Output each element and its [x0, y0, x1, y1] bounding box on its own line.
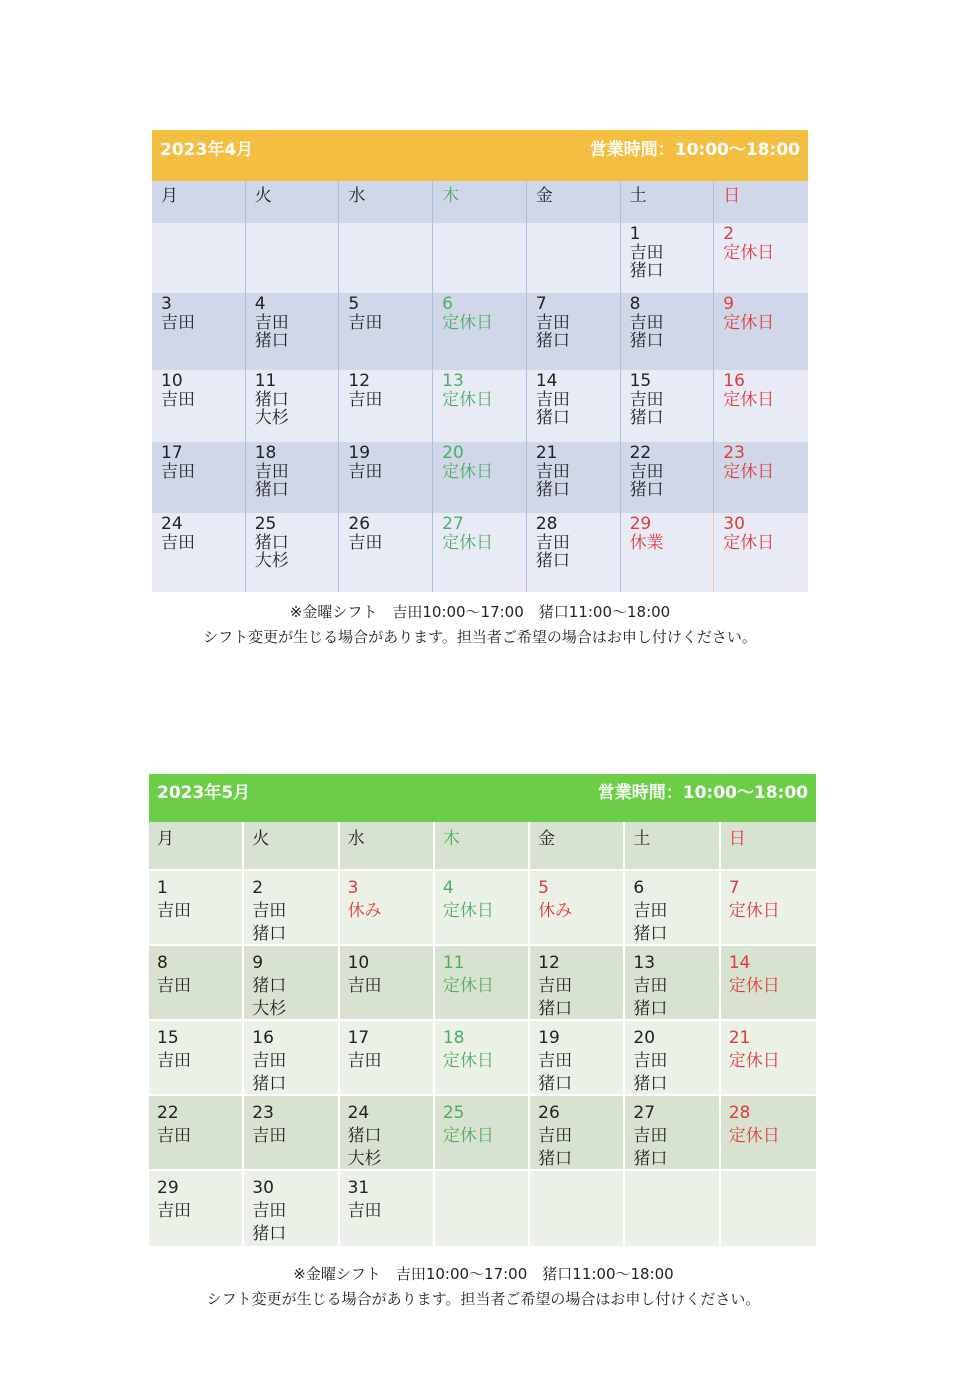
may-day-cell [625, 1171, 720, 1246]
staff-entry: 猪口 [629, 408, 664, 428]
april-day-cell [246, 442, 340, 513]
may-weekday-header [530, 822, 625, 871]
day-number: 16 [252, 1028, 274, 1048]
may-change-note: シフト変更が生じる場合があります。担当者ご希望の場合はお申し付けください。 [206, 1290, 761, 1308]
april-day-cell [339, 223, 433, 293]
may-day-cell [149, 1021, 244, 1096]
staff-entry: 定休日 [442, 1126, 494, 1146]
staff-entry: 吉田 [157, 1051, 191, 1071]
staff-entry: 定休日 [723, 461, 775, 482]
staff-entry: 吉田 [347, 976, 382, 996]
may-grid [149, 822, 816, 1246]
day-number: 5 [538, 878, 549, 898]
april-day-cell [621, 293, 715, 370]
may-day-cell [435, 871, 530, 946]
may-day-cell [721, 1096, 816, 1171]
staff-entry: 吉田 [252, 1051, 287, 1071]
staff-entry: 定休日 [728, 901, 780, 921]
april-day-cell [714, 442, 808, 513]
may-day-cell [530, 1021, 625, 1096]
may-day-cell [435, 1021, 530, 1096]
may-day-cell [721, 1021, 816, 1096]
staff-entry: 定休日 [723, 312, 775, 333]
day-number: 8 [629, 294, 641, 314]
staff-entry: 定休日 [723, 532, 775, 553]
day-number: 14 [535, 371, 558, 391]
staff-entry: 吉田 [629, 461, 664, 482]
staff-entry: 猪口 [629, 480, 664, 500]
weekday-label: 木 [442, 186, 460, 206]
day-number: 27 [633, 1103, 656, 1123]
day-number: 12 [538, 953, 560, 973]
staff-entry: 猪口 [535, 551, 570, 571]
day-number: 13 [442, 371, 464, 391]
day-number: 2 [723, 224, 735, 244]
day-number: 29 [157, 1178, 179, 1198]
day-number: 21 [728, 1028, 751, 1048]
day-number: 17 [161, 443, 183, 463]
staff-entry: 猪口 [254, 389, 289, 410]
day-number: 20 [442, 443, 464, 463]
day-number: 12 [348, 371, 371, 391]
may-day-cell [340, 1096, 435, 1171]
may-day-cell [149, 871, 244, 946]
day-number: 6 [442, 294, 453, 314]
may-day-cell [340, 1171, 435, 1246]
april-shift-note: ※金曜シフト 吉田10:00～17:00 猪口11:00～18:00 [289, 603, 671, 621]
may-day-cell [721, 1171, 816, 1246]
april-day-cell [339, 513, 433, 592]
day-number: 19 [348, 443, 371, 463]
april-grid [152, 181, 808, 592]
day-number: 22 [157, 1103, 179, 1123]
may-day-cell [721, 946, 816, 1021]
april-day-cell [527, 513, 621, 592]
weekday-label: 土 [633, 829, 651, 849]
day-number: 25 [254, 514, 277, 534]
may-day-cell [625, 1096, 720, 1171]
day-number: 2 [252, 878, 264, 898]
april-day-cell [246, 293, 340, 370]
staff-entry: 吉田 [538, 976, 573, 996]
day-number: 15 [629, 371, 652, 391]
staff-entry: 猪口 [252, 1224, 287, 1244]
staff-entry: 吉田 [535, 532, 570, 553]
day-number: 1 [157, 878, 168, 898]
day-number: 28 [535, 514, 558, 534]
day-number: 27 [442, 514, 464, 534]
staff-entry: 吉田 [538, 1051, 573, 1071]
staff-entry: 吉田 [535, 312, 570, 333]
april-day-cell [152, 293, 246, 370]
staff-entry: 猪口 [535, 408, 570, 428]
may-day-cell [244, 946, 339, 1021]
staff-entry: 吉田 [161, 389, 195, 410]
day-number: 11 [442, 953, 465, 973]
day-number: 31 [347, 1178, 370, 1198]
staff-entry: 猪口 [535, 331, 570, 351]
staff-entry: 吉田 [535, 389, 570, 410]
day-number: 23 [252, 1103, 274, 1123]
april-calendar [152, 130, 808, 592]
staff-entry: 吉田 [633, 1051, 668, 1071]
may-day-cell [625, 1021, 720, 1096]
may-shift-note: ※金曜シフト 吉田10:00～17:00 猪口11:00～18:00 [293, 1265, 674, 1283]
staff-entry: 吉田 [157, 1201, 191, 1221]
may-day-cell [149, 946, 244, 1021]
april-day-cell [433, 223, 527, 293]
weekday-label: 金 [535, 186, 553, 206]
april-day-cell [527, 370, 621, 442]
day-number: 14 [728, 953, 751, 973]
may-day-cell [340, 946, 435, 1021]
april-business-hours: 営業時間：10:00～18:00 [589, 140, 800, 160]
day-number: 5 [348, 294, 360, 314]
staff-entry: 猪口 [633, 999, 668, 1019]
day-number: 8 [157, 953, 168, 973]
may-weekday-header [435, 822, 530, 871]
staff-entry: 猪口 [252, 924, 287, 944]
day-number: 18 [254, 443, 277, 463]
staff-entry: 定休日 [723, 242, 775, 263]
staff-entry: 吉田 [252, 901, 287, 921]
april-day-cell [433, 513, 527, 592]
staff-entry: 吉田 [348, 532, 383, 553]
staff-entry: 猪口 [629, 261, 664, 281]
staff-entry: 吉田 [347, 1051, 382, 1071]
staff-entry: 定休日 [442, 312, 494, 333]
day-number: 24 [161, 514, 183, 534]
weekday-label: 月 [161, 186, 178, 206]
may-day-cell [435, 1096, 530, 1171]
april-day-cell [621, 223, 715, 293]
weekday-label: 火 [252, 829, 270, 849]
april-day-cell [527, 223, 621, 293]
staff-entry: 吉田 [161, 461, 195, 482]
staff-entry: 定休日 [723, 389, 775, 410]
staff-entry: 定休日 [728, 1126, 780, 1146]
april-day-cell [152, 370, 246, 442]
staff-entry: 吉田 [629, 242, 664, 263]
april-month-title: 2023年4月 [160, 140, 254, 160]
day-number: 30 [723, 514, 745, 534]
staff-entry: 吉田 [347, 1201, 382, 1221]
may-day-cell [244, 1171, 339, 1246]
day-number: 3 [347, 878, 359, 898]
may-day-cell [244, 1096, 339, 1171]
staff-entry: 猪口 [538, 999, 573, 1019]
may-weekday-header [340, 822, 435, 871]
may-weekday-header [721, 822, 816, 871]
april-weekday-header [339, 181, 433, 223]
may-day-cell [721, 871, 816, 946]
day-number: 10 [161, 371, 183, 391]
april-day-cell [714, 513, 808, 592]
staff-entry: 吉田 [254, 461, 289, 482]
staff-entry: 吉田 [161, 532, 195, 553]
staff-entry: 猪口 [538, 1074, 573, 1094]
staff-entry: 猪口 [535, 480, 570, 500]
may-day-cell [244, 1021, 339, 1096]
may-day-cell [340, 1021, 435, 1096]
may-day-cell [244, 871, 339, 946]
may-header [149, 774, 816, 822]
april-day-cell [246, 513, 340, 592]
april-header [152, 130, 808, 181]
staff-entry: 大杉 [252, 999, 287, 1019]
day-number: 17 [347, 1028, 370, 1048]
staff-entry: 吉田 [629, 312, 664, 333]
staff-entry: 吉田 [633, 1126, 668, 1146]
staff-entry: 吉田 [633, 901, 668, 921]
may-day-cell [625, 946, 720, 1021]
staff-entry: 定休日 [442, 1051, 494, 1071]
staff-entry: 休業 [629, 532, 664, 553]
april-day-cell [714, 370, 808, 442]
may-note [150, 1262, 817, 1312]
staff-entry: 大杉 [347, 1149, 382, 1169]
day-number: 9 [252, 953, 264, 973]
staff-entry: 吉田 [252, 1201, 287, 1221]
day-number: 26 [348, 514, 371, 534]
april-day-cell [152, 223, 246, 293]
april-day-cell [433, 293, 527, 370]
staff-entry: 休み [347, 901, 382, 921]
day-number: 4 [442, 878, 454, 898]
day-number: 4 [254, 294, 266, 314]
april-day-cell [621, 370, 715, 442]
may-day-cell [530, 1171, 625, 1246]
april-day-cell [152, 513, 246, 592]
day-number: 19 [538, 1028, 560, 1048]
staff-entry: 吉田 [348, 389, 383, 410]
day-number: 10 [347, 953, 370, 973]
april-day-cell [152, 442, 246, 513]
staff-entry: 定休日 [728, 1051, 780, 1071]
day-number: 9 [723, 294, 735, 314]
april-change-note: シフト変更が生じる場合があります。担当者ご希望の場合はお申し付けください。 [203, 628, 757, 646]
day-number: 7 [728, 878, 740, 898]
may-business-hours: 営業時間：10:00～18:00 [597, 783, 808, 803]
staff-entry: 吉田 [252, 1126, 287, 1146]
april-day-cell [246, 370, 340, 442]
staff-entry: 大杉 [254, 551, 289, 571]
day-number: 28 [728, 1103, 751, 1123]
may-weekday-header [244, 822, 339, 871]
staff-entry: 吉田 [629, 389, 664, 410]
day-number: 15 [157, 1028, 179, 1048]
staff-entry: 猪口 [538, 1149, 573, 1169]
april-note [150, 600, 810, 650]
may-weekday-header [149, 822, 244, 871]
day-number: 30 [252, 1178, 274, 1198]
april-day-cell [246, 223, 340, 293]
staff-entry: 吉田 [348, 461, 383, 482]
may-day-cell [149, 1171, 244, 1246]
day-number: 11 [254, 371, 277, 391]
day-number: 13 [633, 953, 656, 973]
day-number: 6 [633, 878, 645, 898]
weekday-label: 月 [157, 829, 174, 849]
staff-entry: 大杉 [254, 408, 289, 428]
april-day-cell [621, 513, 715, 592]
staff-entry: 吉田 [157, 1126, 191, 1146]
april-day-cell [433, 370, 527, 442]
may-day-cell [435, 1171, 530, 1246]
staff-entry: 猪口 [254, 532, 289, 553]
april-day-cell [339, 370, 433, 442]
day-number: 25 [442, 1103, 465, 1123]
april-weekday-header [714, 181, 808, 223]
staff-entry: 定休日 [442, 461, 494, 482]
weekday-label: 水 [347, 829, 365, 849]
staff-entry: 休み [538, 901, 573, 921]
day-number: 3 [161, 294, 172, 314]
may-month-title: 2023年5月 [157, 783, 251, 803]
day-number: 21 [535, 443, 558, 463]
may-day-cell [530, 946, 625, 1021]
may-day-cell [530, 871, 625, 946]
staff-entry: 吉田 [535, 461, 570, 482]
may-day-cell [625, 871, 720, 946]
staff-entry: 吉田 [348, 312, 383, 333]
april-day-cell [621, 442, 715, 513]
april-day-cell [339, 442, 433, 513]
april-weekday-header [433, 181, 527, 223]
weekday-label: 火 [254, 186, 272, 206]
staff-entry: 吉田 [157, 901, 191, 921]
staff-entry: 猪口 [252, 1074, 287, 1094]
staff-entry: 吉田 [254, 312, 289, 333]
staff-entry: 猪口 [254, 480, 289, 500]
staff-entry: 猪口 [629, 331, 664, 351]
april-weekday-header [246, 181, 340, 223]
april-day-cell [527, 442, 621, 513]
day-number: 18 [442, 1028, 465, 1048]
day-number: 1 [629, 224, 641, 244]
april-day-cell [339, 293, 433, 370]
staff-entry: 定休日 [442, 901, 494, 921]
day-number: 24 [347, 1103, 370, 1123]
staff-entry: 猪口 [633, 924, 668, 944]
staff-entry: 猪口 [254, 331, 289, 351]
day-number: 16 [723, 371, 745, 391]
staff-entry: 定休日 [442, 532, 494, 553]
staff-entry: 吉田 [538, 1126, 573, 1146]
day-number: 22 [629, 443, 652, 463]
staff-entry: 猪口 [347, 1126, 382, 1146]
may-day-cell [149, 1096, 244, 1171]
day-number: 20 [633, 1028, 656, 1048]
april-day-cell [714, 223, 808, 293]
day-number: 7 [535, 294, 547, 314]
april-day-cell [714, 293, 808, 370]
weekday-label: 水 [348, 186, 366, 206]
day-number: 26 [538, 1103, 560, 1123]
weekday-label: 金 [538, 829, 556, 849]
weekday-label: 木 [442, 829, 460, 849]
april-day-cell [433, 442, 527, 513]
staff-entry: 猪口 [633, 1074, 668, 1094]
may-weekday-header [625, 822, 720, 871]
weekday-label: 土 [629, 186, 647, 206]
april-weekday-header [527, 181, 621, 223]
weekday-label: 日 [728, 829, 746, 849]
staff-entry: 猪口 [633, 1149, 668, 1169]
staff-entry: 定休日 [442, 389, 494, 410]
day-number: 29 [629, 514, 652, 534]
staff-entry: 吉田 [633, 976, 668, 996]
staff-entry: 猪口 [252, 976, 287, 996]
april-weekday-header [152, 181, 246, 223]
staff-entry: 吉田 [157, 976, 191, 996]
may-day-cell [340, 871, 435, 946]
staff-entry: 吉田 [161, 312, 195, 333]
april-day-cell [527, 293, 621, 370]
may-calendar [149, 774, 816, 1246]
staff-entry: 定休日 [442, 976, 494, 996]
may-day-cell [530, 1096, 625, 1171]
staff-entry: 定休日 [728, 976, 780, 996]
day-number: 23 [723, 443, 745, 463]
may-day-cell [435, 946, 530, 1021]
april-weekday-header [621, 181, 715, 223]
weekday-label: 日 [723, 186, 741, 206]
